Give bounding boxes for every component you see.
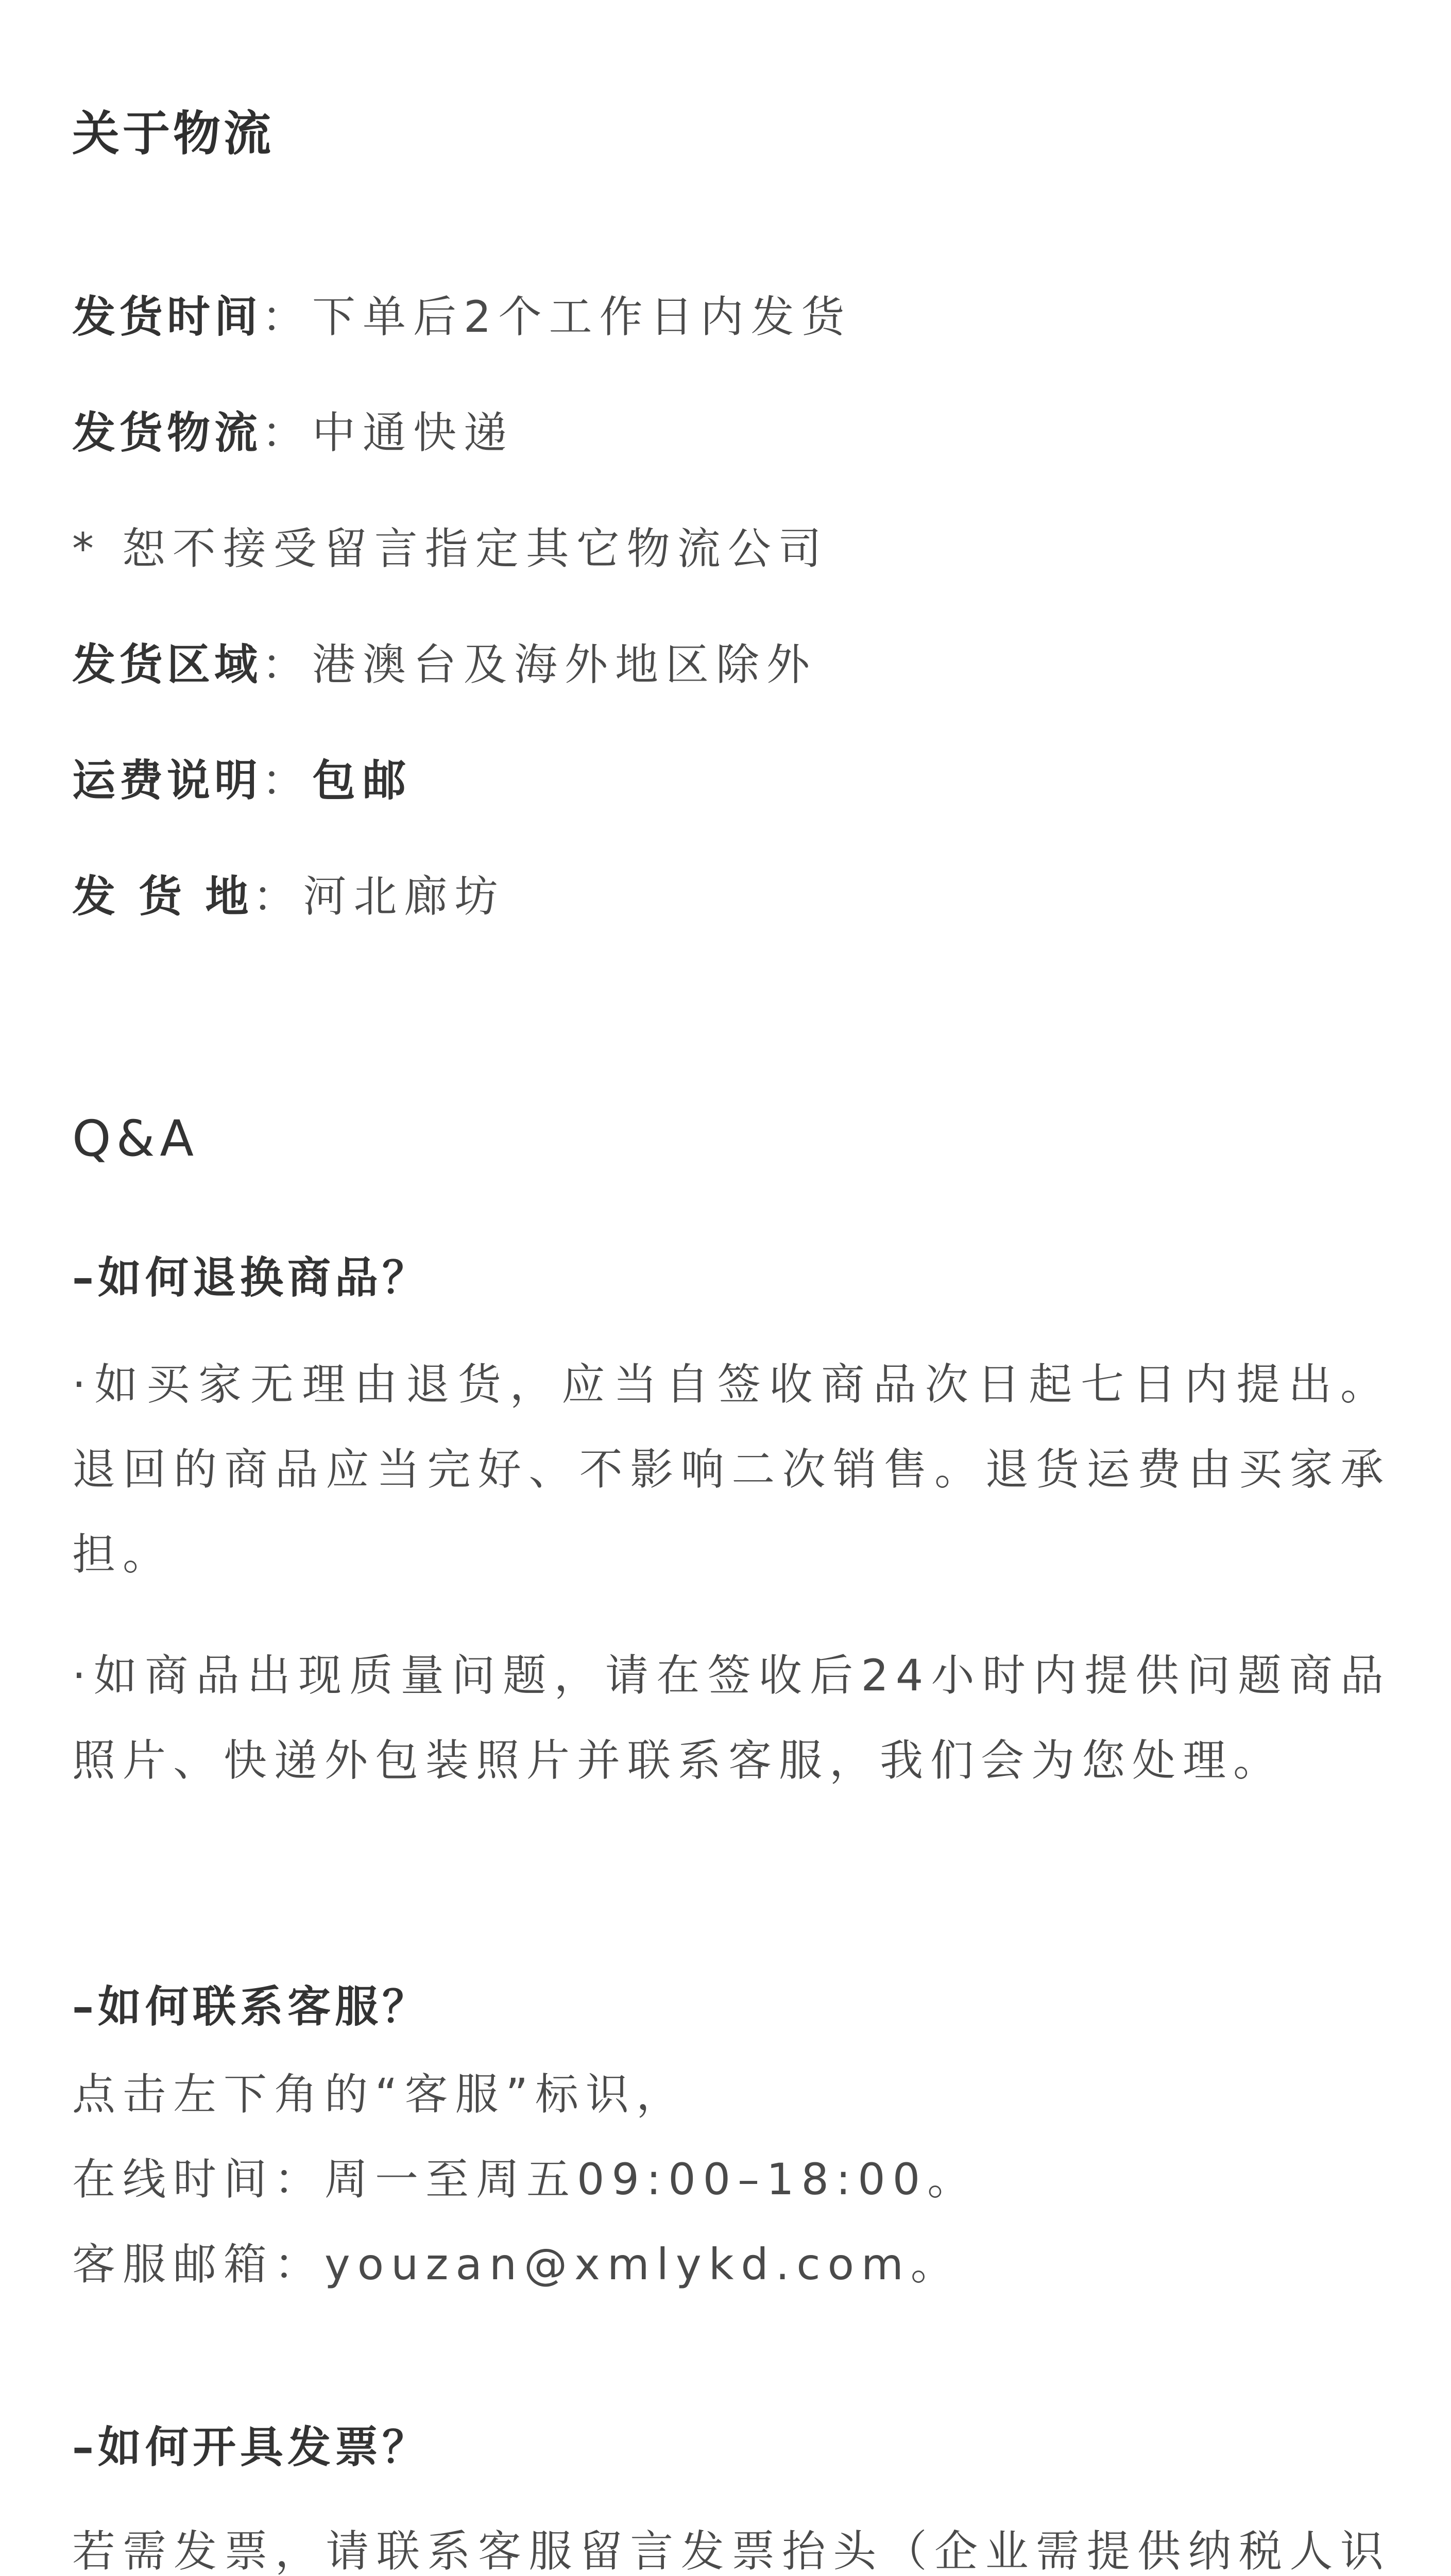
row-value: 港澳台及海外地区除外 xyxy=(312,639,817,690)
logistics-row-carrier xyxy=(72,407,514,459)
row-value: 包邮 xyxy=(312,755,414,806)
row-label: 发货时间 xyxy=(72,292,262,342)
row-sep: ： xyxy=(262,755,313,806)
logistics-row-origin xyxy=(72,871,505,922)
logistics-row-region xyxy=(72,639,817,690)
logistics-title: 关于物流 xyxy=(72,106,275,161)
row-sep: ： xyxy=(262,639,313,690)
qa-question-returns: –如何退换商品？ xyxy=(72,1252,430,1303)
row-sep: ： xyxy=(252,871,303,922)
row-label: 发货区域 xyxy=(72,639,262,690)
qa-answer-returns-1: ·如买家无理由退货，应当自签收商品次日起七日内提出。退回的商品应当完好、不影响二次销售。退货运费由买家承担。 xyxy=(72,1359,1391,1580)
qa-question-invoice: –如何开具发票？ xyxy=(72,2422,430,2472)
qa-answer-contact-line-3: 客服邮箱：youzan@xmlykd.com。 xyxy=(72,2239,961,2290)
logistics-note: * 恕不接受留言指定其它物流公司 xyxy=(72,523,829,574)
row-value: 河北廊坊 xyxy=(303,871,505,922)
logistics-row-ship-time xyxy=(72,291,851,343)
qa-answer-contact-line-2: 在线时间：周一至周五09:00–18:00。 xyxy=(72,2154,978,2205)
row-sep: ： xyxy=(262,408,313,458)
qa-answer-returns-2: ·如商品出现质量问题，请在签收后24小时内提供问题商品照片、快递外包装照片并联系客服，我们会为您处理。 xyxy=(72,1650,1391,1786)
row-label: 发 货 地 xyxy=(72,871,253,922)
qa-title: Q&A xyxy=(72,1110,199,1167)
logistics-row-shipping-fee xyxy=(72,755,413,806)
qa-answer-invoice: 若需发票，请联系客服留言发票抬头（企业需提供纳税人识 xyxy=(72,2526,1391,2576)
qa-question-contact: –如何联系客服？ xyxy=(72,1981,430,2032)
row-label: 运费说明 xyxy=(72,755,262,806)
row-sep: ： xyxy=(262,292,313,342)
row-label: 发货物流 xyxy=(72,408,262,458)
row-value: 中通快递 xyxy=(312,408,515,458)
row-value: 下单后2个工作日内发货 xyxy=(312,292,852,342)
qa-answer-contact-line-1: 点击左下角的“客服”标识， xyxy=(72,2069,687,2120)
